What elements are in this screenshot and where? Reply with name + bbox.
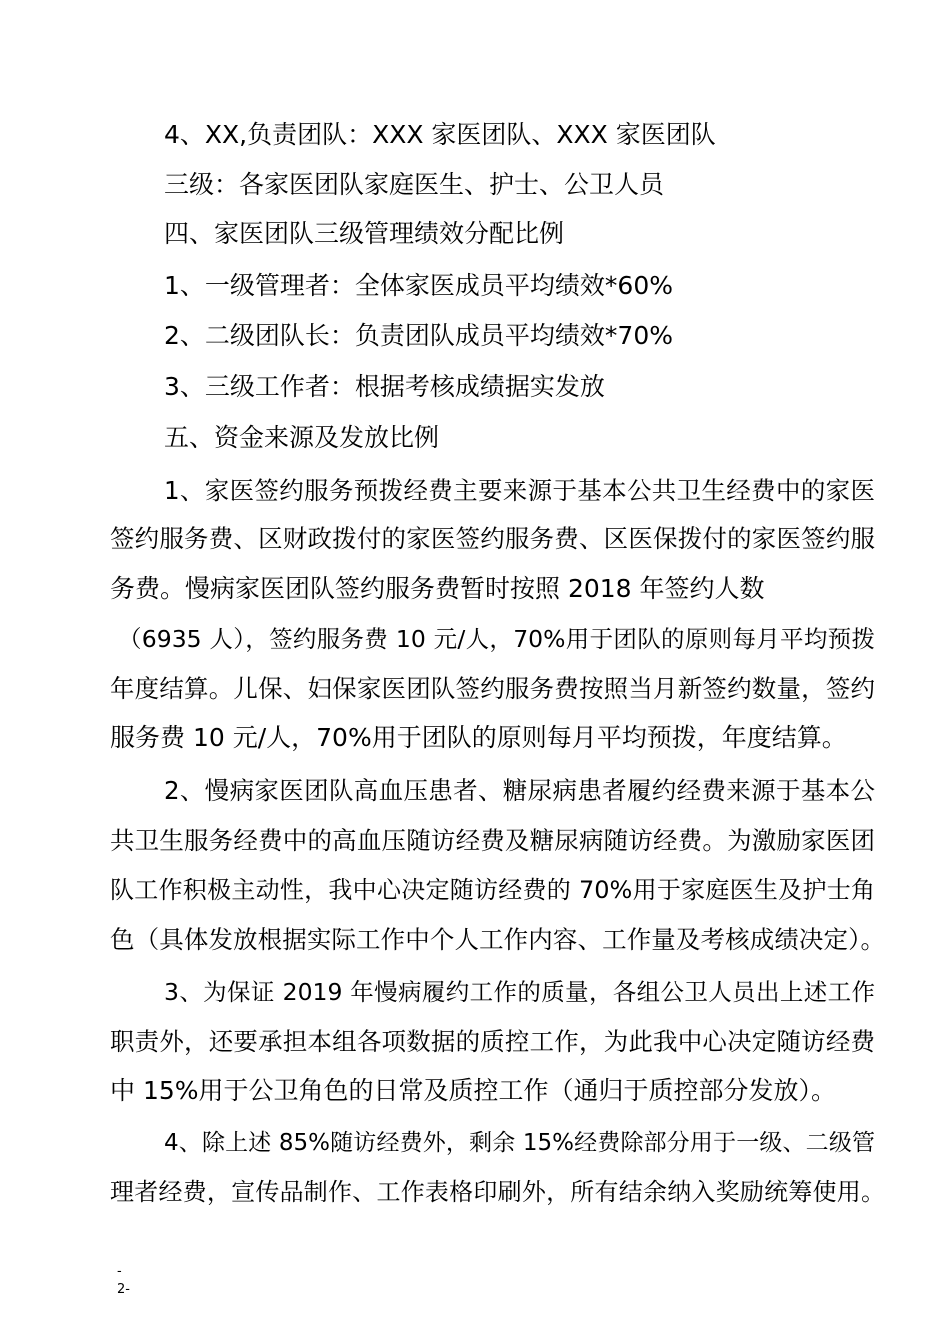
paragraph-4-line-2: 理者经费，宣传品制作、工作表格印刷外，所有结余纳入奖励统筹使用。 — [110, 1178, 885, 1206]
item-4-line: 4、XX,负责团队：XXX 家医团队、XXX 家医团队 — [164, 120, 716, 149]
paragraph-3-line-1: 3、为保证 2019 年慢病履约工作的质量，各组公卫人员出上述工作 — [164, 978, 875, 1006]
paragraph-1-line-1: 1、家医签约服务预拨经费主要来源于基本公共卫生经费中的家医 — [164, 476, 875, 505]
paragraph-1-line-5: 年度结算。儿保、妇保家医团队签约服务费按照当月新签约数量，签约 — [110, 674, 875, 703]
ratio-item-3: 3、三级工作者：根据考核成绩据实发放 — [164, 372, 605, 401]
ratio-item-2: 2、二级团队长：负责团队成员平均绩效*70% — [164, 321, 673, 350]
level-three-line: 三级：各家医团队家庭医生、护士、公卫人员 — [164, 170, 665, 199]
paragraph-2-line-2: 共卫生服务经费中的高血压随访经费及糖尿病随访经费。为激励家医团 — [110, 826, 875, 855]
footer-dash: - — [117, 1264, 122, 1279]
ratio-item-1: 1、一级管理者：全体家医成员平均绩效*60% — [164, 271, 673, 300]
paragraph-3-line-2: 职责外，还要承担本组各项数据的质控工作，为此我中心决定随访经费 — [110, 1027, 875, 1056]
paragraph-1-line-3: 务费。慢病家医团队签约服务费暂时按照 2018 年签约人数 — [110, 574, 765, 603]
paragraph-4-line-1: 4、除上述 85%随访经费外，剩余 15%经费除部分用于一级、二级管 — [164, 1130, 875, 1156]
paragraph-2-line-4: 色（具体发放根据实际工作中个人工作内容、工作量及考核成绩决定）。 — [110, 925, 885, 954]
paragraph-2-line-3: 队工作积极主动性，我中心决定随访经费的 70%用于家庭医生及护士角 — [110, 876, 875, 904]
paragraph-2-line-1: 2、慢病家医团队高血压患者、糖尿病患者履约经费来源于基本公 — [164, 776, 875, 805]
paragraph-3-line-3: 中 15%用于公卫角色的日常及质控工作（通归于质控部分发放）。 — [110, 1076, 837, 1105]
section-five-heading: 五、资金来源及发放比例 — [164, 423, 440, 452]
page-number: 2- — [117, 1282, 130, 1297]
section-four-heading: 四、家医团队三级管理绩效分配比例 — [164, 219, 565, 248]
paragraph-1-line-4: （6935 人），签约服务费 10 元/人，70%用于团队的原则每月平均预拨 — [118, 625, 875, 653]
paragraph-1-line-6: 服务费 10 元/人，70%用于团队的原则每月平均预拨，年度结算。 — [110, 723, 847, 752]
paragraph-1-line-2: 签约服务费、区财政拨付的家医签约服务费、区医保拨付的家医签约服 — [110, 524, 875, 553]
